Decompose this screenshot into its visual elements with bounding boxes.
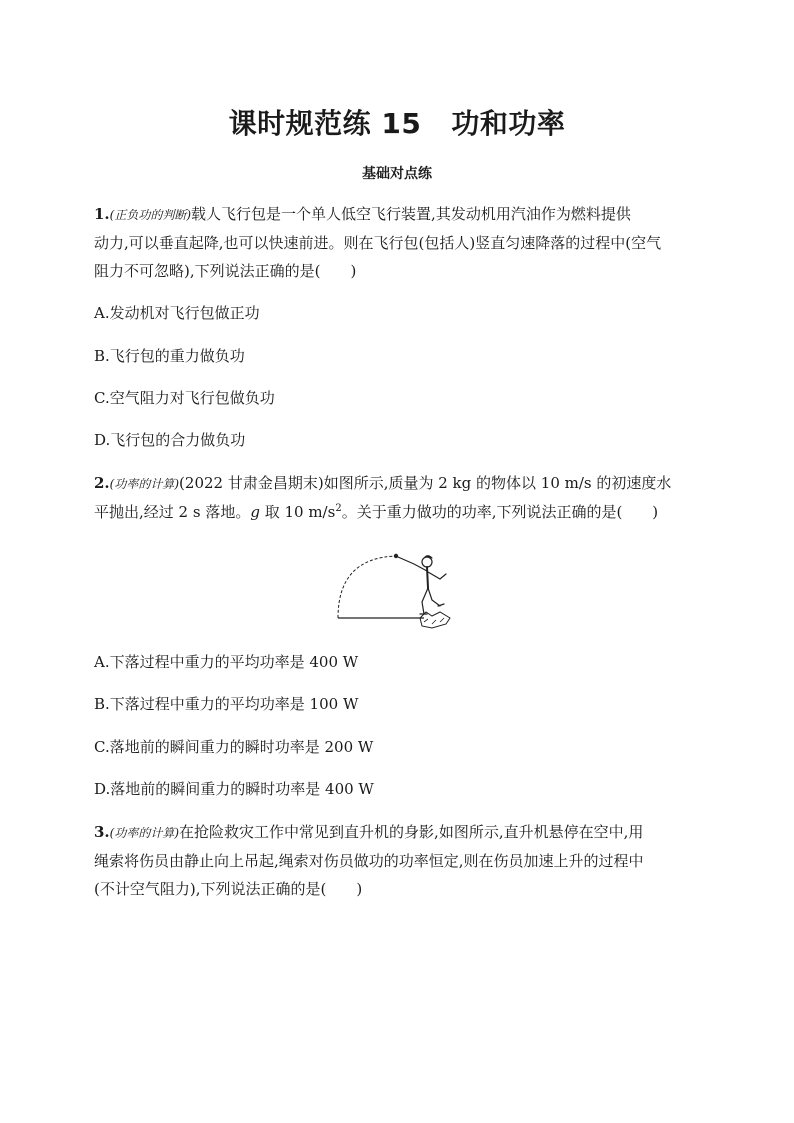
thrower-figure	[398, 556, 446, 614]
question-1-line-3: 阻力不可忽略),下列说法正确的是( )	[94, 262, 357, 280]
question-1-option-c: C.空气阻力对飞行包做负功	[94, 389, 275, 407]
exponent: 2	[335, 503, 342, 514]
question-3-number: 3.	[94, 823, 110, 841]
question-2-number: 2.	[94, 474, 110, 492]
question-3-tag: (功率的计算)	[109, 826, 180, 840]
question-1-line-1	[94, 200, 704, 229]
title-main: 课时规范练 15	[228, 107, 422, 140]
ball	[394, 554, 398, 558]
question-2-stem	[94, 469, 704, 526]
question-2-option-d: D.落地前的瞬间重力的瞬时功率是 400 W	[94, 780, 374, 798]
question-2-option-c: C.落地前的瞬间重力的瞬时功率是 200 W	[94, 738, 374, 756]
question-3-line-2: 绳索将伤员由静止向上吊起,绳索对伤员做功的功率恒定,则在伤员加速上升的过程中	[94, 852, 644, 870]
question-2-option-a: A.下落过程中重力的平均功率是 400 W	[94, 653, 359, 671]
trajectory-arc	[338, 556, 396, 618]
title-topic: 功和功率	[451, 107, 566, 140]
projectile-figure	[328, 546, 464, 636]
gravity-symbol: g	[250, 503, 260, 521]
question-2-line-1	[94, 469, 704, 498]
question-3-stem	[94, 818, 704, 903]
question-3-line-3: (不计空气阻力),下列说法正确的是( )	[94, 880, 363, 898]
question-2-option-b: B.下落过程中重力的平均功率是 100 W	[94, 695, 359, 713]
question-1-text-1: 载人飞行包是一个单人低空飞行装置,其发动机用汽油作为燃料提供	[191, 205, 631, 223]
question-3-line-1	[94, 818, 704, 847]
question-2-text-2c: 。关于重力做功的功率,下列说法正确的是( )	[341, 503, 659, 521]
question-2-tag: (功率的计算)	[109, 477, 180, 491]
page-title	[0, 102, 794, 142]
question-2-line-2	[94, 498, 704, 526]
question-1-line-2: 动力,可以垂直起降,也可以快速前进。则在飞行包(包括人)竖直匀速降落的过程中(空气	[94, 234, 662, 252]
question-1-stem	[94, 200, 704, 285]
question-2-text-2a: 平抛出,经过 2 s 落地。	[94, 503, 251, 521]
question-1-option-d: D.飞行包的合力做负功	[94, 431, 246, 449]
question-1-option-b: B.飞行包的重力做负功	[94, 347, 245, 365]
section-heading: 基础对点练	[362, 166, 432, 182]
question-3-text-1: 在抢险救灾工作中常见到直升机的身影,如图所示,直升机悬停在空中,用	[179, 823, 644, 841]
question-1-number: 1.	[94, 205, 110, 223]
question-2-text-2b: 取 10 m/s	[259, 503, 336, 521]
question-1-option-a: A.发动机对飞行包做正功	[94, 304, 260, 322]
question-2-text-1: (2022 甘肃金昌期末)如图所示,质量为 2 kg 的物体以 10 m/s 的初速度水	[179, 474, 672, 492]
question-1-tag: (正负功的判断)	[109, 208, 192, 222]
